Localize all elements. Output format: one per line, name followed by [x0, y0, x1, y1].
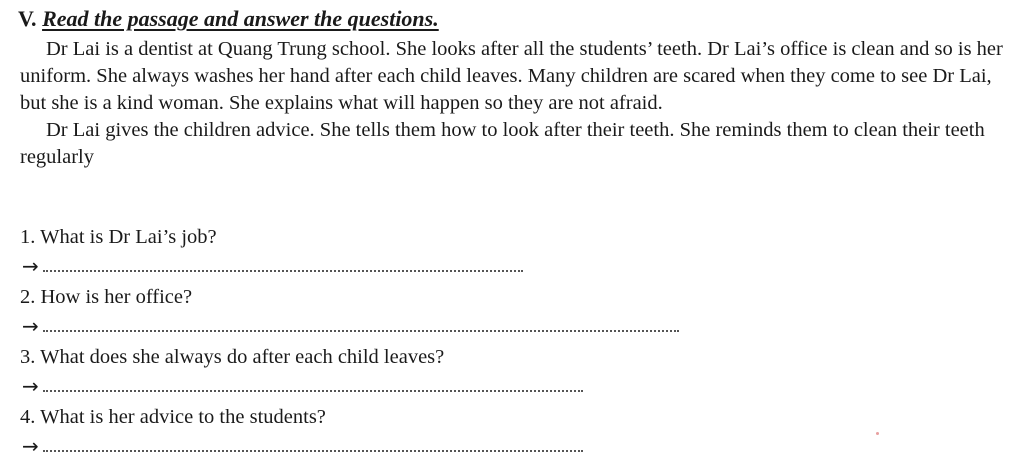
answer-line-3[interactable]	[22, 372, 583, 396]
answer-line-4[interactable]	[22, 432, 583, 456]
reading-passage	[20, 36, 1020, 171]
question-1: 1. What is Dr Lai’s job?	[20, 226, 217, 248]
arrow-icon: →	[22, 434, 39, 458]
answer-blank-1[interactable]	[43, 269, 523, 272]
passage-paragraph-1: Dr Lai is a dentist at Quang Trung school. She looks after all the students’ teeth. Dr Lai’s office is clean and so is her uniform. She always washes her hand after each child leaves. Many children are scared when they come to see Dr Lai, but she is a kind woman. She explains what will happen so they are not afraid.	[20, 38, 1003, 114]
section-title: Read the passage and answer the questions.	[42, 6, 439, 31]
section-number: V.	[18, 6, 37, 31]
arrow-icon: →	[22, 374, 39, 398]
answer-blank-2[interactable]	[43, 329, 679, 332]
question-4: 4. What is her advice to the students?	[20, 406, 326, 428]
question-2: 2. How is her office?	[20, 286, 193, 308]
answer-blank-3[interactable]	[43, 389, 583, 392]
passage-paragraph-2: Dr Lai gives the children advice. She tells them how to look after their teeth. She reminds them to clean their teeth regularly	[20, 119, 985, 168]
question-3: 3. What does she always do after each child leaves?	[20, 346, 445, 368]
scan-speck	[876, 432, 879, 435]
answer-line-1[interactable]	[22, 252, 523, 276]
answer-blank-4[interactable]	[43, 449, 583, 452]
section-heading	[18, 6, 439, 32]
answer-line-2[interactable]	[22, 312, 679, 336]
arrow-icon: →	[22, 254, 39, 278]
arrow-icon: →	[22, 314, 39, 338]
